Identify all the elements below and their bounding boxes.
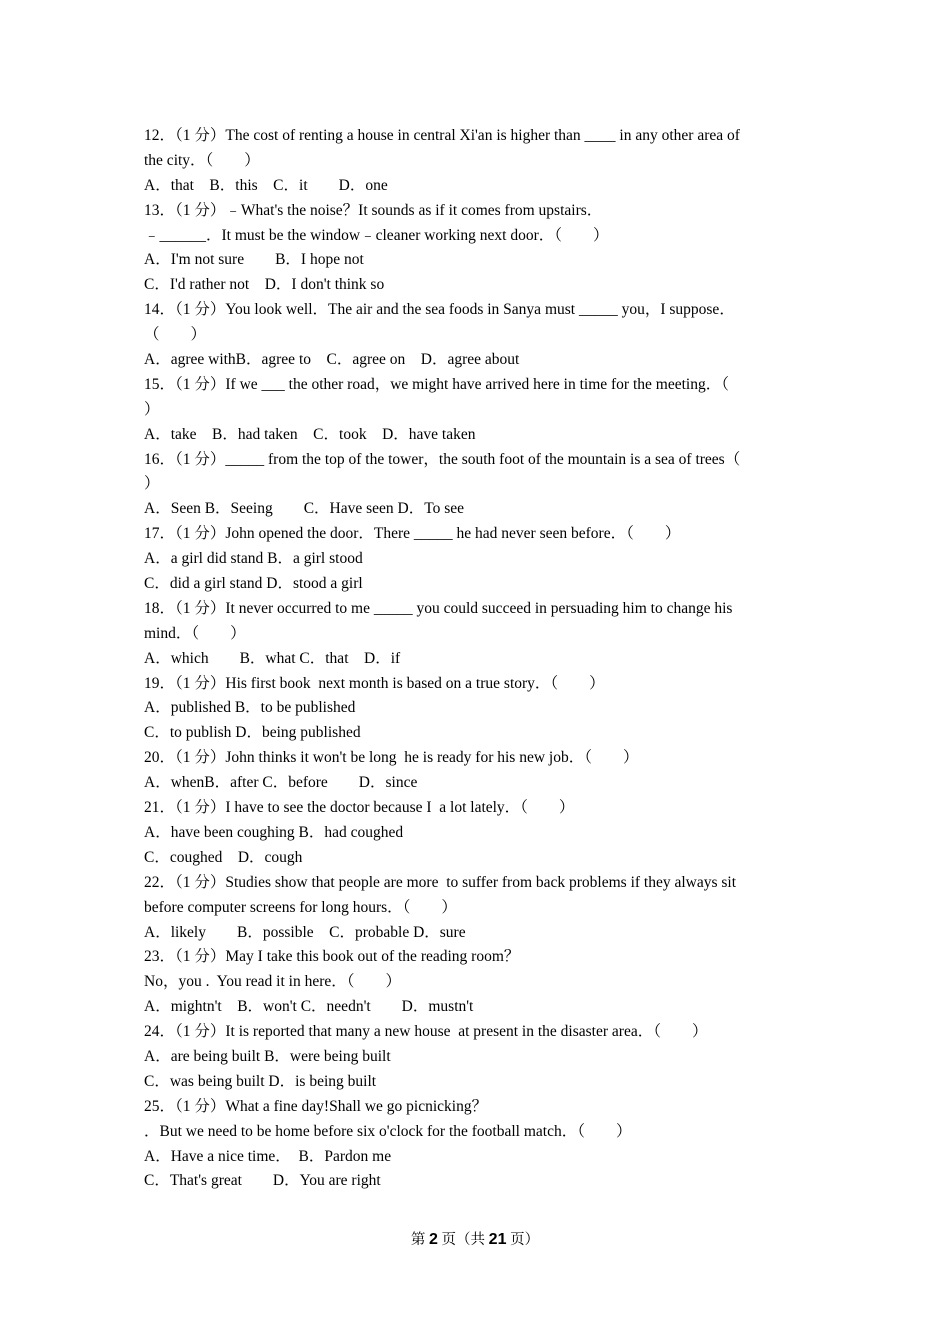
q24-options-cd: C．was being built D．is being built <box>144 1072 377 1090</box>
q18-stem-line-2: mind．（ ） <box>144 624 246 642</box>
q15-options: A．take B．had taken C．took D．have taken <box>144 425 476 443</box>
q25-options-ab: A．Have a nice time． B．Pardon me <box>144 1147 392 1165</box>
q17-options-cd: C．did a girl stand D．stood a girl <box>144 575 363 593</box>
q20-stem: 20．（1 分）John thinks it won't be long he is ready for his new job．（ ） <box>144 749 639 767</box>
q25-stem-line-2: ．But we need to be home before six o'clock for the football match．（ ） <box>144 1122 632 1140</box>
q21-stem: 21．（1 分）I have to see the doctor because I a lot lately．（ ） <box>144 799 575 817</box>
q23-options: A．mightn't B．won't C．needn't D．mustn't <box>144 998 474 1016</box>
footer-prefix: 第 <box>410 1232 430 1248</box>
q12-stem-line-1: 12．（1 分）The cost of renting a house in central Xi'an is higher than ____ in any other area of <box>144 127 740 144</box>
q19-options-cd: C．to publish D．being published <box>144 724 361 742</box>
q21-options-cd: C．coughed D．cough <box>144 848 303 866</box>
q20-options: A．whenB．after C．before D．since <box>144 774 418 792</box>
q12-stem-line-2: the city．（ ） <box>144 151 260 169</box>
q19-options-ab: A．published B．to be published <box>144 699 356 717</box>
q23-stem-line-2: No，you . You read it in here．（ ） <box>144 973 402 991</box>
q14-stem-line-2: （ ） <box>144 326 207 344</box>
q24-options-ab: A．are being built B．were being built <box>144 1047 391 1065</box>
q23-stem-line-1: 23．（1 分）May I take this book out of the reading room？ <box>144 948 520 966</box>
q22-stem-line-1: 22．（1 分）Studies show that people are more to suffer from back problems if they always sit <box>144 873 737 891</box>
footer-middle: 页（共 <box>437 1232 489 1248</box>
q21-options-ab: A．have been coughing B．had coughed <box>144 823 404 841</box>
q12-options: A．that B．this C．it D．one <box>144 176 388 194</box>
q24-stem: 24．（1 分）It is reported that many a new house at present in the disaster area．（ ） <box>144 1023 708 1041</box>
q18-stem-line-1: 18．（1 分）It never occurred to me _____ you could succeed in persuading him to change his <box>144 599 733 617</box>
q15-stem-line-2: ） <box>144 400 160 418</box>
footer-total-pages: 21 <box>488 1231 507 1248</box>
q17-options-ab: A．a girl did stand B．a girl stood <box>144 550 363 568</box>
q13-stem-line-1: 13．（1 分）﹣What's the noise？It sounds as if it comes from upstairs． <box>144 201 603 219</box>
q14-options: A．agree withB．agree to C．agree on D．agree about <box>144 351 520 369</box>
q25-stem-line-1: 25．（1 分）What a fine day!Shall we go picnicking？ <box>144 1097 488 1115</box>
q16-options: A．Seen B．Seeing C．Have seen D．To see <box>144 500 465 518</box>
q16-stem-line-2: ） <box>144 475 160 493</box>
q13-options-cd: C．I'd rather not D．I don't think so <box>144 276 385 294</box>
q15-stem-line-1: 15．（1 分）If we ___ the other road，we might have arrived here in time for the meeting．（ <box>144 375 729 393</box>
q22-stem-line-2: before computer screens for long hours．（ ） <box>144 898 457 916</box>
q25-options-cd: C．That's great D．You are right <box>144 1172 381 1190</box>
footer-suffix: 页） <box>506 1232 540 1248</box>
q19-stem: 19．（1 分）His first book next month is based on a true story．（ ） <box>144 674 605 692</box>
q16-stem-line-1: 16．（1 分）_____ from the top of the tower，the south foot of the mountain is a sea of trees（ <box>144 450 741 468</box>
footer-page-number: 2 <box>429 1231 438 1248</box>
page-footer <box>0 1228 950 1249</box>
q17-stem: 17．（1 分）John opened the door．There _____ he had never seen before．（ ） <box>144 525 681 543</box>
q13-stem-line-2: ﹣______．It must be the window﹣cleaner working next door．（ ） <box>144 226 609 244</box>
q22-options: A．likely B．possible C．probable D．sure <box>144 923 466 941</box>
document-body <box>144 124 804 1194</box>
q13-options-ab: A．I'm not sure B．I hope not <box>144 251 364 269</box>
q14-stem-line-1: 14．（1 分）You look well．The air and the sea foods in Sanya must _____ you，I suppose． <box>144 301 735 319</box>
q18-options: A．which B．what C．that D．if <box>144 649 401 667</box>
